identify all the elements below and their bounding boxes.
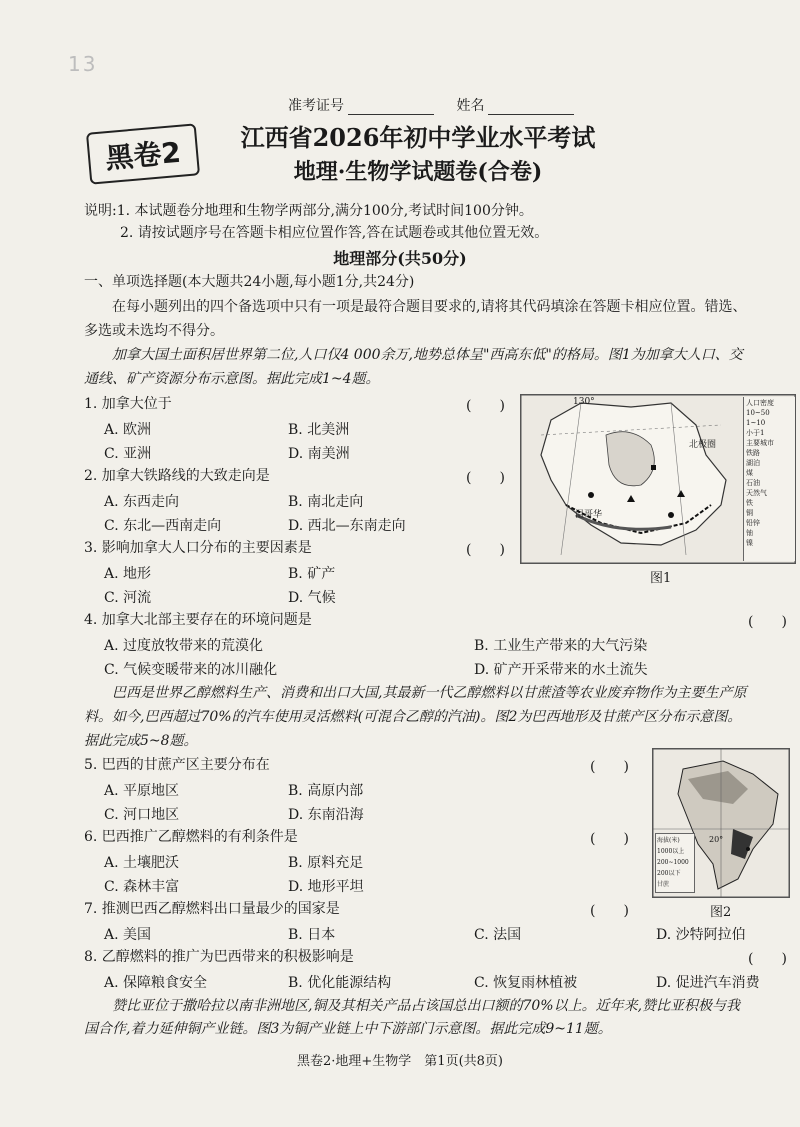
city-label: 温哥华 bbox=[575, 510, 603, 520]
answer-bracket[interactable]: ( ) bbox=[748, 951, 787, 967]
legend-item: 小于1 bbox=[746, 429, 765, 437]
latitude-label: 20° bbox=[709, 835, 724, 844]
option-d[interactable]: D. 气候 bbox=[288, 590, 336, 606]
option-a[interactable]: A. 美国 bbox=[104, 927, 152, 943]
legend-item: 1~10 bbox=[746, 419, 766, 427]
option-a[interactable]: A. 平原地区 bbox=[104, 783, 180, 799]
part-description-2: 多选或未选均不得分。 bbox=[84, 323, 224, 339]
answer-bracket[interactable]: ( ) bbox=[590, 831, 629, 847]
option-d[interactable]: D. 南美洲 bbox=[288, 446, 350, 462]
option-d[interactable]: D. 西北—东南走向 bbox=[288, 518, 406, 534]
option-b[interactable]: B. 日本 bbox=[288, 927, 336, 943]
legend-item: 石油 bbox=[746, 479, 760, 487]
question-6-stem: 6. 巴西推广乙醇燃料的有利条件是 bbox=[84, 829, 298, 845]
question-5-stem: 5. 巴西的甘蔗产区主要分布在 bbox=[84, 757, 270, 773]
arctic-circle-label: 北极圈 bbox=[689, 440, 717, 450]
passage-zambia-1: 赞比亚位于撒哈拉以南非洲地区,铜及其相关产品占该国总出口额的70%以上。近年来,赞比亚积极与我 bbox=[112, 998, 741, 1014]
option-d[interactable]: D. 地形平坦 bbox=[288, 879, 364, 895]
option-d[interactable]: D. 矿产开采带来的水土流失 bbox=[474, 662, 648, 678]
passage-brazil-2: 料。如今,巴西超过70%的汽车使用灵活燃料(可混合乙醇的汽油)。图2为巴西地形及甘蔗产区分布示意图。 bbox=[84, 709, 742, 725]
instruction-line-2: 2. 请按试题序号在答题卡相应位置作答,答在试题卷或其他位置无效。 bbox=[120, 225, 549, 241]
question-2-stem: 2. 加拿大铁路线的大致走向是 bbox=[84, 468, 270, 484]
option-c[interactable]: C. 亚洲 bbox=[104, 446, 152, 462]
passage-brazil-1: 巴西是世界乙醇燃料生产、消费和出口大国,其最新一代乙醇燃料以甘蔗渣等农业废弃物作为主要生产原 bbox=[112, 685, 747, 701]
option-c[interactable]: C. 河流 bbox=[104, 590, 152, 606]
legend-item: 主要城市 bbox=[746, 439, 774, 447]
question-8-stem: 8. 乙醇燃料的推广为巴西带来的积极影响是 bbox=[84, 949, 354, 965]
option-c[interactable]: C. 河口地区 bbox=[104, 807, 180, 823]
question-7-stem: 7. 推测巴西乙醇燃料出口量最少的国家是 bbox=[84, 901, 340, 917]
option-c[interactable]: C. 气候变暖带来的冰川融化 bbox=[104, 662, 278, 678]
figure-1-legend bbox=[743, 397, 795, 561]
legend-item: 铜 bbox=[746, 509, 753, 517]
option-c[interactable]: C. 恢复雨林植被 bbox=[474, 975, 578, 991]
option-b[interactable]: B. 高原内部 bbox=[288, 783, 364, 799]
legend-item: 1000以上 bbox=[657, 848, 685, 855]
option-a[interactable]: A. 保障粮食安全 bbox=[104, 975, 208, 991]
option-c[interactable]: C. 法国 bbox=[474, 927, 522, 943]
answer-bracket[interactable]: ( ) bbox=[590, 903, 629, 919]
passage-canada-1: 加拿大国土面积居世界第二位,人口仅4 000余万,地势总体呈"西高东低"的格局。图1为加拿大人口、交 bbox=[112, 347, 743, 363]
legend-item: 甘蔗 bbox=[657, 881, 670, 888]
legend-item: 200~1000 bbox=[657, 859, 689, 866]
figure-1-canada-map bbox=[520, 394, 796, 564]
passage-zambia-2: 国合作,着力延伸铜产业链。图3为铜产业链上中下游部门示意图。据此完成9~11题。 bbox=[84, 1021, 612, 1037]
paper-badge: 黑卷2 bbox=[86, 123, 200, 184]
exam-title: 江西省2026年初中学业水平考试 bbox=[240, 123, 596, 152]
passage-canada-2: 通线、矿产资源分布示意图。据此完成1~4题。 bbox=[84, 371, 380, 387]
part-description-1: 在每小题列出的四个备选项中只有一项是最符合题目要求的,请将其代码填涂在答题卡相应位置。错选、 bbox=[112, 299, 747, 315]
option-b[interactable]: B. 原料充足 bbox=[288, 855, 364, 871]
page-footer: 黑卷2·地理+生物学 第1页(共8页) bbox=[297, 1054, 503, 1069]
answer-bracket[interactable]: ( ) bbox=[748, 614, 787, 630]
legend-item: 200以下 bbox=[657, 870, 681, 877]
option-a[interactable]: A. 地形 bbox=[104, 566, 152, 582]
handwritten-note: 13 bbox=[68, 52, 98, 76]
option-b[interactable]: B. 矿产 bbox=[288, 566, 336, 582]
option-d[interactable]: D. 东南沿海 bbox=[288, 807, 364, 823]
answer-bracket[interactable]: ( ) bbox=[466, 398, 505, 414]
option-b[interactable]: B. 南北走向 bbox=[288, 494, 364, 510]
option-b[interactable]: B. 北美洲 bbox=[288, 422, 350, 438]
option-b[interactable]: B. 工业生产带来的大气污染 bbox=[474, 638, 648, 654]
legend-item: 湖泊 bbox=[746, 459, 760, 467]
legend-item: 10~50 bbox=[746, 409, 770, 417]
question-3-stem: 3. 影响加拿大人口分布的主要因素是 bbox=[84, 540, 312, 556]
figure-1-caption: 图1 bbox=[650, 571, 672, 586]
instruction-line-1: 说明:1. 本试题卷分地理和生物学两部分,满分100分,考试时间100分钟。 bbox=[84, 203, 533, 219]
option-a[interactable]: A. 过度放牧带来的荒漠化 bbox=[104, 638, 264, 654]
exam-subtitle: 地理·生物学试题卷(合卷) bbox=[293, 159, 543, 185]
answer-bracket[interactable]: ( ) bbox=[466, 542, 505, 558]
figure-2-caption: 图2 bbox=[710, 905, 732, 920]
legend-title: 人口密度 bbox=[746, 399, 774, 407]
section-title: 地理部分(共50分) bbox=[333, 249, 467, 268]
question-1-stem: 1. 加拿大位于 bbox=[84, 396, 172, 412]
figure-2-brazil-map bbox=[652, 748, 790, 898]
option-d[interactable]: D. 沙特阿拉伯 bbox=[656, 927, 746, 943]
exam-number-label: 准考证号 bbox=[288, 98, 344, 114]
option-a[interactable]: A. 欧洲 bbox=[104, 422, 152, 438]
answer-bracket[interactable]: ( ) bbox=[590, 759, 629, 775]
option-a[interactable]: A. 东西走向 bbox=[104, 494, 180, 510]
exam-number-field[interactable] bbox=[348, 100, 434, 115]
legend-item: 铁路 bbox=[746, 449, 760, 457]
option-b[interactable]: B. 优化能源结构 bbox=[288, 975, 392, 991]
legend-item: 天然气 bbox=[746, 489, 767, 497]
part-heading: 一、单项选择题(本大题共24小题,每小题1分,共24分) bbox=[84, 274, 415, 290]
name-field[interactable] bbox=[488, 100, 574, 115]
option-a[interactable]: A. 土壤肥沃 bbox=[104, 855, 180, 871]
exam-info-line bbox=[288, 95, 592, 115]
option-c[interactable]: C. 东北—西南走向 bbox=[104, 518, 222, 534]
name-label: 姓名 bbox=[456, 98, 485, 114]
answer-bracket[interactable]: ( ) bbox=[466, 470, 505, 486]
legend-item: 铁 bbox=[746, 499, 753, 507]
longitude-label: 130° bbox=[573, 397, 595, 407]
legend-item: 镍 bbox=[746, 539, 753, 547]
legend-item: 铅锌 bbox=[746, 519, 760, 527]
figure-2-legend bbox=[655, 833, 695, 893]
question-4-stem: 4. 加拿大北部主要存在的环境问题是 bbox=[84, 612, 312, 628]
legend-item: 海拔(米) bbox=[657, 837, 680, 844]
option-d[interactable]: D. 促进汽车消费 bbox=[656, 975, 760, 991]
passage-brazil-3: 据此完成5~8题。 bbox=[84, 733, 198, 749]
option-c[interactable]: C. 森林丰富 bbox=[104, 879, 180, 895]
legend-item: 煤 bbox=[746, 469, 753, 477]
legend-item: 铀 bbox=[746, 529, 753, 537]
